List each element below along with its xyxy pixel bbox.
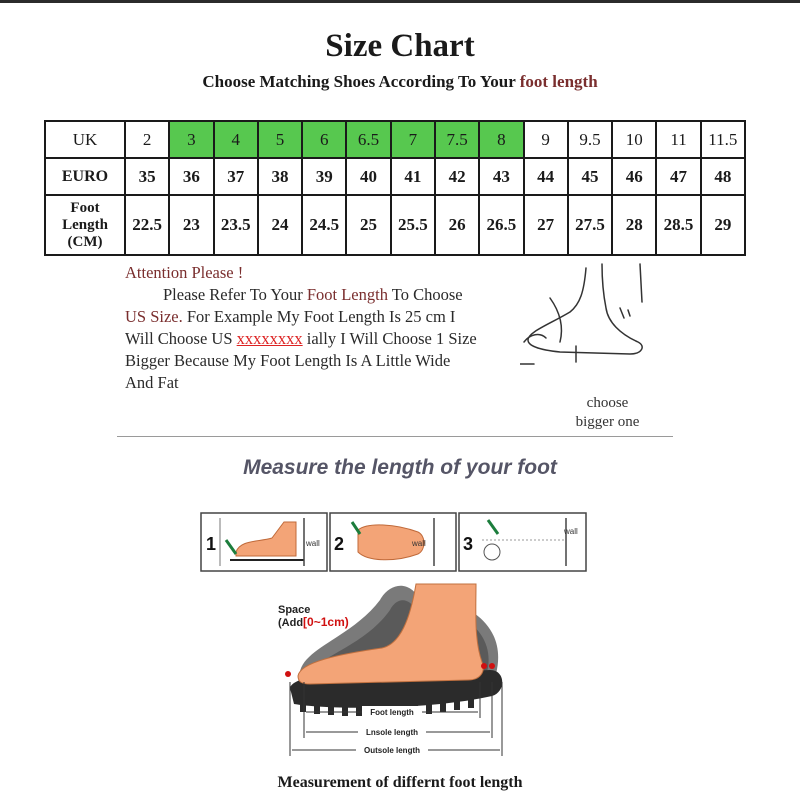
euro-cell: 36 bbox=[169, 158, 213, 195]
attention-line-2: US Size. For Example My Foot Length Is 25 cm I bbox=[125, 307, 456, 326]
subtitle-text: Choose Matching Shoes According To Your bbox=[202, 72, 516, 91]
foot-length-header-l1: Foot bbox=[70, 199, 100, 216]
cm-cell: 27.5 bbox=[568, 195, 612, 255]
step-1-number: 1 bbox=[206, 534, 217, 554]
step-3-number: 3 bbox=[463, 534, 474, 554]
uk-cell: 2 bbox=[125, 121, 169, 158]
divider bbox=[117, 436, 673, 437]
euro-cell: 48 bbox=[701, 158, 745, 195]
space-label-line-2: (Add[0~1cm) bbox=[278, 615, 349, 629]
foot-length-header-l2: Length bbox=[62, 216, 108, 233]
cm-cell: 28.5 bbox=[656, 195, 700, 255]
uk-header: UK bbox=[45, 121, 125, 158]
shoe-diagram bbox=[270, 570, 510, 765]
choose-note-line-1: choose bbox=[586, 395, 629, 411]
step-1-wall-label: wall bbox=[306, 539, 320, 548]
uk-cell: 6 bbox=[302, 121, 346, 158]
cm-cell: 27 bbox=[524, 195, 568, 255]
uk-cell: 10 bbox=[612, 121, 656, 158]
page-title: Size Chart bbox=[325, 28, 475, 64]
page-subtitle bbox=[0, 72, 800, 92]
cm-row bbox=[45, 195, 745, 255]
top-border bbox=[0, 0, 800, 3]
outsole-length-label: Outsole length bbox=[364, 746, 420, 755]
cm-cell: 25 bbox=[346, 195, 390, 255]
euro-cell: 44 bbox=[524, 158, 568, 195]
uk-cell: 5 bbox=[258, 121, 302, 158]
cm-cell: 24 bbox=[258, 195, 302, 255]
cm-cell: 24.5 bbox=[302, 195, 346, 255]
euro-cell: 35 bbox=[125, 158, 169, 195]
cm-cell: 22.5 bbox=[125, 195, 169, 255]
cm-cell: 23.5 bbox=[214, 195, 258, 255]
choose-note-line-2: bigger one bbox=[575, 414, 640, 430]
measure-title: Measure the length of your foot bbox=[243, 456, 557, 479]
attention-line-5: And Fat bbox=[125, 373, 179, 392]
euro-cell: 41 bbox=[391, 158, 435, 195]
step-3-panel bbox=[459, 513, 586, 571]
foot-length-label: Foot length bbox=[370, 708, 414, 717]
attention-note bbox=[125, 262, 535, 394]
euro-cell: 38 bbox=[258, 158, 302, 195]
bottom-caption: Measurement of differnt foot length bbox=[277, 774, 523, 791]
euro-cell: 42 bbox=[435, 158, 479, 195]
euro-cell: 47 bbox=[656, 158, 700, 195]
step-2-panel bbox=[330, 513, 456, 571]
cm-cell: 25.5 bbox=[391, 195, 435, 255]
foot-sketch-icon bbox=[520, 262, 660, 382]
euro-cell: 46 bbox=[612, 158, 656, 195]
euro-cell: 40 bbox=[346, 158, 390, 195]
euro-cell: 39 bbox=[302, 158, 346, 195]
uk-cell: 8 bbox=[479, 121, 523, 158]
step-2-number: 2 bbox=[334, 534, 345, 554]
uk-cell: 9.5 bbox=[568, 121, 612, 158]
uk-cell: 11.5 bbox=[701, 121, 745, 158]
uk-cell: 11 bbox=[656, 121, 700, 158]
uk-cell: 6.5 bbox=[346, 121, 390, 158]
cm-cell: 26 bbox=[435, 195, 479, 255]
euro-cell: 45 bbox=[568, 158, 612, 195]
uk-row bbox=[45, 121, 745, 158]
subtitle-highlight: foot length bbox=[519, 72, 598, 91]
uk-cell: 7.5 bbox=[435, 121, 479, 158]
attention-line-3: Will Choose US xxxxxxxx ially I Will Choose 1 Size bbox=[125, 329, 477, 348]
step-2-wall-label: wall bbox=[412, 539, 426, 548]
uk-cell: 7 bbox=[391, 121, 435, 158]
step-3-wall-label: wall bbox=[564, 527, 578, 536]
measure-steps bbox=[200, 512, 588, 574]
choose-bigger-note bbox=[560, 394, 655, 432]
uk-cell: 4 bbox=[214, 121, 258, 158]
uk-cell: 3 bbox=[169, 121, 213, 158]
euro-row bbox=[45, 158, 745, 195]
cm-cell: 23 bbox=[169, 195, 213, 255]
insole-length-label: Lnsole length bbox=[366, 728, 418, 737]
foot-length-header-l3: (CM) bbox=[67, 233, 103, 250]
uk-cell: 9 bbox=[524, 121, 568, 158]
space-label-line-1: Space bbox=[278, 604, 311, 616]
attention-line-1: Please Refer To Your Foot Length To Choose bbox=[163, 285, 463, 304]
step-1-panel bbox=[201, 513, 327, 571]
foot-length-header bbox=[45, 195, 125, 255]
size-table bbox=[44, 120, 746, 256]
attention-line-4: Bigger Because My Foot Length Is A Little Wide bbox=[125, 351, 451, 370]
cm-cell: 28 bbox=[612, 195, 656, 255]
euro-header: EURO bbox=[45, 158, 125, 195]
cm-cell: 29 bbox=[701, 195, 745, 255]
euro-cell: 43 bbox=[479, 158, 523, 195]
attention-heading: Attention Please ! bbox=[125, 263, 244, 282]
euro-cell: 37 bbox=[214, 158, 258, 195]
tape-icon bbox=[484, 544, 500, 560]
space-label bbox=[278, 604, 349, 629]
cm-cell: 26.5 bbox=[479, 195, 523, 255]
